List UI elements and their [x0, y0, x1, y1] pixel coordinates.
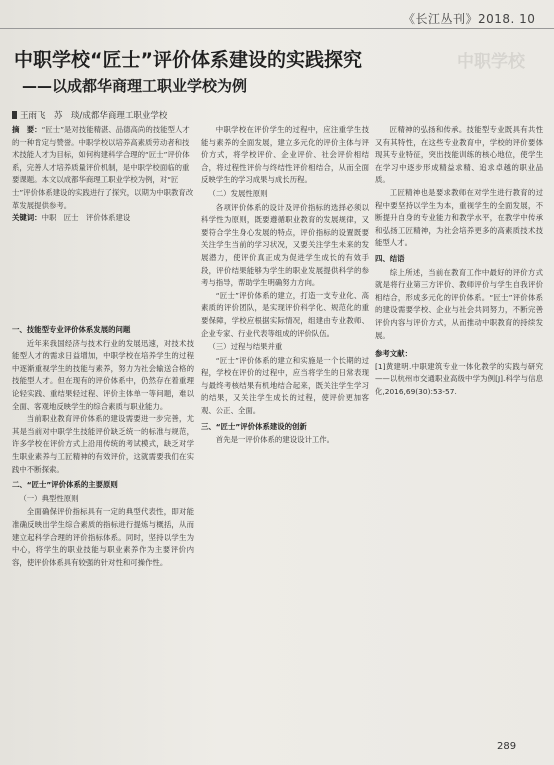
paragraph: 近年来我国经济与技术行业的发展迅速，对技术技能型人才的需求日益增加，中职学校在培养学生的过程中逐渐重视学生的技能与素养，努力为社会输送合格的技能型人才。但在现有的评价体系中，仍然存在着重理论轻实践、重结果轻过程、评价主体单一等问题，难以全面、客观地反映学生的综合素质与职业能力。 — [12, 338, 194, 411]
paragraph: “匠士”评价体系的建立，打造一支专业化、高素质的评价团队，是实现评价科学化、规范化的重要保障，学校应根据实际情况，组建由专业教师、企业专家、行业代表等组成的评价队伍。 — [201, 290, 369, 338]
reference-item: [1]黄建明.中职建筑专业一体化教学的实践与研究——以杭州市交通职业高级中学为例[J].科学与信息化,2016,69(30):53-57. — [375, 361, 543, 396]
article-title: 中职学校“匠士”评价体系建设的实践探究 — [14, 49, 362, 71]
header-rule — [0, 28, 554, 29]
paragraph: 综上所述，当前在教育工作中最好的评价方式就是将行业第三方评价、教师评价与学生自我评价相结合，形成多元化的评价体系。“匠士”评价体系的建设需要学校、企业与社会共同努力，不断完善评价内容与评价方式，从而推动中职教育的持续发展。 — [375, 267, 543, 340]
keywords-label: 关键词： — [12, 213, 42, 223]
abstract-text: “匠士”是对技能精湛、品德高尚的技能型人才的一种肯定与赞誉。中职学校以培养高素质劳动者和技术技能人才为目标，如何构建科学合理的“匠士”评价体系，完善人才培养质量评价机制，是中职学校面临的重要课题。本文以成都华商理工职业学校为例，对“匠士”评价体系建设的实践进行了探究，以期为中职教育改革发展提供参考。 — [12, 125, 194, 210]
journal-header: 《长江丛刊》2018. 10 — [403, 12, 536, 26]
column-3-body — [375, 124, 543, 342]
paragraph: 中职学校在评价学生的过程中，应注重学生技能与素养的全面发展，建立多元化的评价主体与评价方式，将学校评价、企业评价、社会评价相结合，将过程性评价与终结性评价相结合，从而全面反映学生的学习成果与成长历程。 — [201, 125, 369, 185]
paragraph: 工匠精神也是要求教师在对学生进行教育的过程中要坚持以学生为本，重视学生的全面发展，不断提升自身的专业能力和教学水平，在教学中传承和弘扬工匠精神，为社会培养更多的高素质技术技能型人才。 — [375, 187, 543, 248]
column-3 — [375, 124, 543, 398]
paragraph: 首先是一评价体系的建设设计工作。 — [215, 435, 335, 445]
abstract — [12, 124, 194, 225]
column-1 — [12, 321, 194, 569]
section-heading: （一）典型性原则 — [19, 493, 79, 503]
keywords-text: 中职 匠士 评价体系建设 — [41, 213, 131, 223]
author-marker-icon — [12, 111, 17, 119]
bleed-through-text: 中职学校 — [457, 52, 525, 72]
references-heading: 参考文献： — [375, 349, 412, 359]
page-number: 289 — [497, 741, 517, 752]
section-heading: （二）发展性原则 — [208, 188, 268, 198]
author-line — [12, 109, 167, 121]
section-heading: 三、“匠士”评价体系建设的创新 — [201, 421, 307, 431]
section-heading: 四、结语 — [375, 253, 405, 263]
section-heading: 一、技能型专业评价体系发展的问题 — [12, 325, 131, 334]
paragraph: “匠士”评价体系的建立和实施是一个长期的过程，学校在评价的过程中，应当将学生的日常表现与最终考核结果有机地结合起来，既关注学生学习的结果，又关注学生成长的过程，使评价更加客观、公正、全面。 — [201, 355, 369, 416]
author-text: 王雨飞 苏 琰/成都华商理工职业学校 — [20, 111, 168, 121]
section-heading: 二、“匠士”评价体系的主要原则 — [12, 480, 118, 490]
paragraph: 各项评价体系的设计及评价指标的选择必须以科学性为原则，既要遵循职业教育的发展规律，又要符合学生身心发展的特点，评价指标的设置既要关注学生当前的学习状况，又要关注学生未来的发展潜力，使评价真正成为促进学生成长的有效手段，评价结果能够为学生的职业发展提供科学的参考与指导，帮助学生明确努力方向。 — [201, 202, 369, 288]
article-subtitle: ——以成都华商理工职业学校为例 — [22, 77, 248, 95]
paragraph: 匠精神的弘扬和传承。技能型专业既具有共性又有其特性，在这些专业教育中，学校的评价要体现其专业特征，突出技能训练的核心地位，使学生在学习中逐步形成精益求精、追求卓越的职业品质。 — [375, 125, 543, 185]
column-2 — [201, 124, 369, 447]
section-heading: （三）过程与结果并重 — [208, 342, 283, 352]
paragraph: 当前职业教育评价体系的建设需要进一步完善，尤其是当前对中职学生技能评价缺乏统一的标准与规范，许多学校在评价方式上沿用传统的考试模式，缺乏对学生职业素养与工匠精神的有效评价，这就需要我们在实践中不断探索。 — [12, 414, 194, 474]
paragraph: 全面确保评价指标具有一定的典型代表性，即对能准确反映出学生综合素质的指标进行提炼与概括，从而建立起科学合理的评价指标体系。同时，坚持以学生为中心，将学生的职业技能与职业素养作为主要评价内容，使评价体系具有较强的针对性和可操作性。 — [12, 507, 194, 567]
abstract-label: 摘 要： — [12, 125, 42, 134]
